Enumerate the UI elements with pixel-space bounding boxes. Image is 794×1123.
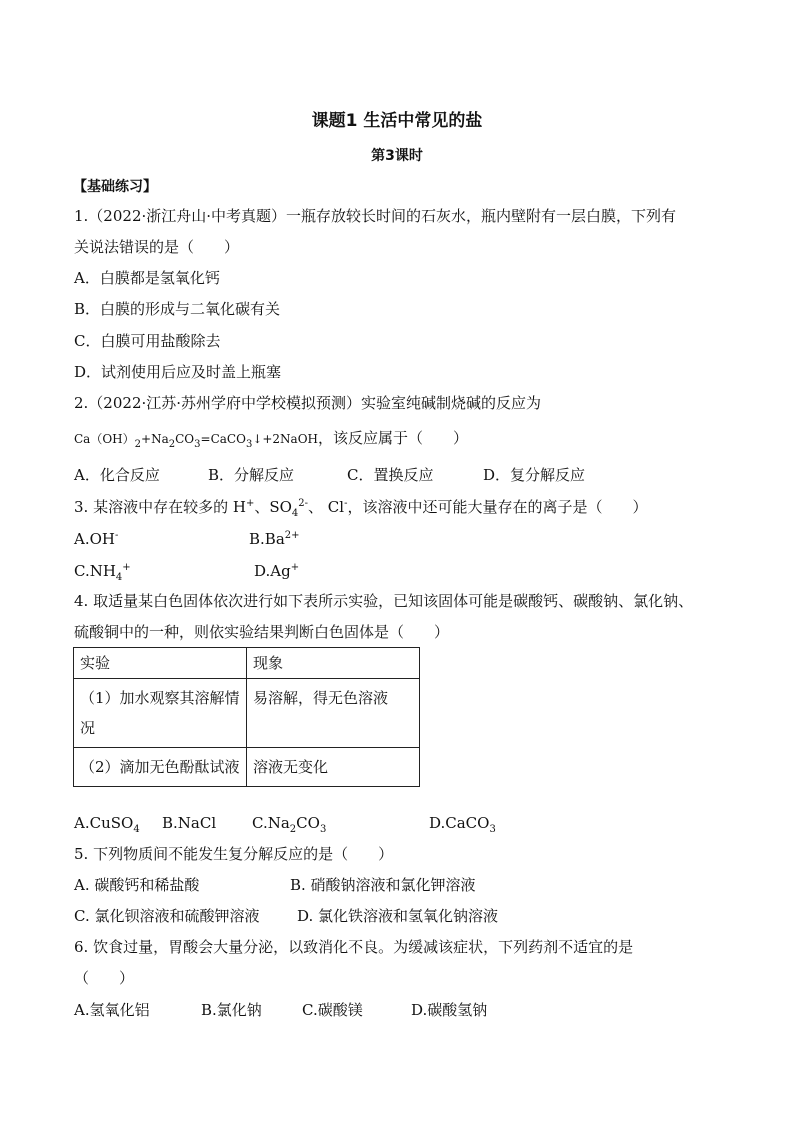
- q4-option-a-text: A.CuSO: [74, 814, 134, 832]
- q5-option-d: D. 氯化铁溶液和氢氧化钠溶液: [297, 907, 499, 925]
- q1-option-d: D．试剂使用后应及时盖上瓶塞: [74, 363, 282, 381]
- q1-stem-line2: 关说法错误的是（ ）: [74, 238, 240, 256]
- q4-option-b: B.NaCl: [162, 814, 217, 832]
- q4-option-c-sub2: 3: [319, 824, 327, 835]
- table-header-row: [74, 648, 420, 679]
- q2-equation: [74, 428, 468, 449]
- q4-stem-line2: 硫酸铜中的一种，则依实验结果判断白色固体是（ ）: [74, 623, 450, 641]
- q3-option-d: [254, 561, 299, 581]
- q4-option-a-sub: 4: [133, 824, 140, 835]
- q2-eq-sub2: 2: [168, 439, 176, 450]
- table-cell: 溶液无变化: [247, 748, 420, 787]
- q2-eq-sub4: 3: [245, 439, 253, 450]
- q3-option-d-sup: +: [290, 562, 300, 573]
- q3-stem-c: 、 Cl: [308, 498, 345, 516]
- q3-sup-cl: -: [344, 498, 348, 509]
- q2-option-c: C．置换反应: [347, 466, 434, 484]
- q4-option-c: [252, 813, 326, 833]
- q2-eq-naoh: ↓+2NaOH: [252, 432, 319, 446]
- q1-option-c: C．白膜可用盐酸除去: [74, 332, 221, 350]
- table-header-phenomenon: 现象: [247, 648, 420, 679]
- q2-option-b: B．分解反应: [208, 466, 295, 484]
- q2-eq-sub3: 3: [194, 439, 201, 450]
- q4-option-d: [429, 813, 496, 833]
- q3-sup-h: +: [245, 498, 255, 509]
- q6-stem-line1: 6. 饮食过量，胃酸会大量分泌，以致消化不良。为缓减该症状，下列药剂不适宜的是: [74, 938, 634, 956]
- q3-stem: [74, 497, 647, 517]
- q3-option-d-text: D.Ag: [254, 562, 291, 580]
- section-heading: 【基础练习】: [73, 179, 157, 195]
- q6-option-c: C.碳酸镁: [302, 1001, 363, 1019]
- q1-stem-line1: 1.（2022·浙江舟山·中考真题）一瓶存放较长时间的石灰水，瓶内壁附有一层白膜，下列有: [74, 207, 677, 225]
- q3-option-b-sup: 2+: [284, 530, 300, 541]
- q2-stem: 2.（2022·江苏·苏州学府中学校模拟预测）实验室纯碱制烧碱的反应为: [74, 394, 542, 412]
- q3-option-b-text: B.Ba: [249, 530, 285, 548]
- q2-options: [74, 465, 585, 485]
- q6-option-b: B.氯化钠: [201, 1001, 262, 1019]
- table-row: [74, 679, 420, 748]
- q2-eq-sub1: 2: [134, 439, 142, 450]
- q3-stem-b: 、SO: [254, 498, 292, 516]
- table-cell: （1）加水观察其溶解情况: [74, 679, 247, 748]
- table-header-experiment: 实验: [74, 648, 247, 679]
- q4-option-d-text: D.CaCO: [429, 814, 490, 832]
- q5-stem: 5. 下列物质间不能发生复分解反应的是（ ）: [74, 845, 394, 863]
- q3-sub-so4: 4: [291, 508, 299, 519]
- q2-eq-caco: =CaCO: [200, 432, 246, 446]
- q2-eq-co: CO: [175, 432, 195, 446]
- q1-option-b: B．白膜的形成与二氧化碳有关: [74, 300, 281, 318]
- q3-option-c: [74, 561, 131, 581]
- q3-option-b: [249, 529, 300, 549]
- table-row: [74, 748, 420, 787]
- q1-option-a: A．白膜都是氢氧化钙: [74, 269, 220, 287]
- q3-option-a-sup: -: [114, 530, 119, 541]
- q4-option-c-text: C.Na: [252, 814, 290, 832]
- q6-stem-line2: （ ）: [74, 969, 135, 987]
- q3-option-a-text: A.OH: [74, 530, 115, 548]
- q2-option-a: A．化合反应: [74, 466, 160, 484]
- experiment-table: [73, 647, 420, 787]
- q3-sup-so4: 2-: [298, 498, 309, 509]
- q3-stem-a: 3. 某溶液中存在较多的 H: [74, 498, 246, 516]
- q4-stem-line1: 4. 取适量某白色固体依次进行如下表所示实验，已知该固体可能是碳酸钙、碳酸钠、氯化钠、: [74, 592, 694, 610]
- q6-option-d: D.碳酸氢钠: [411, 1001, 488, 1019]
- q2-option-d: D．复分解反应: [483, 466, 586, 484]
- q4-option-c-sub1: 2: [289, 824, 297, 835]
- q6-option-a: A.氢氧化铝: [74, 1001, 150, 1019]
- q5-option-a: A. 碳酸钙和稀盐酸: [74, 876, 200, 894]
- q4-option-d-sub: 3: [489, 824, 496, 835]
- q3-option-c-sub: 4: [115, 572, 123, 583]
- q5-option-b: B. 硝酸钠溶液和氯化钾溶液: [290, 876, 476, 894]
- q4-option-a: [74, 813, 140, 833]
- q3-stem-d: ，该溶液中还可能大量存在的离子是（ ）: [347, 498, 648, 516]
- q2-eq-na: +Na: [141, 432, 169, 446]
- page-subtitle: 第3课时: [371, 148, 423, 164]
- q3-option-c-sup: +: [122, 562, 131, 573]
- q2-eq-ca-oh: Ca（OH）: [74, 432, 135, 446]
- q3-option-a: [74, 529, 118, 549]
- table-cell: （2）滴加无色酚酞试液: [74, 748, 247, 787]
- q3-option-c-text: C.NH: [74, 562, 116, 580]
- q5-option-c: C. 氯化钡溶液和硫酸钾溶液: [74, 907, 260, 925]
- table-cell: 易溶解，得无色溶液: [247, 679, 420, 748]
- q2-eq-tail: ，该反应属于（ ）: [318, 429, 469, 447]
- page-title: 课题1 生活中常见的盐: [311, 111, 483, 131]
- q4-option-c-mid: CO: [296, 814, 320, 832]
